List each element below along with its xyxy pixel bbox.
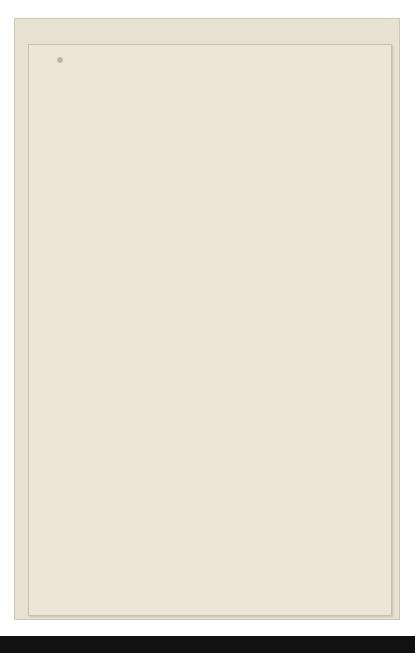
form-sheet bbox=[28, 44, 392, 616]
punch-hole bbox=[57, 57, 63, 63]
archive-footer bbox=[0, 636, 415, 653]
